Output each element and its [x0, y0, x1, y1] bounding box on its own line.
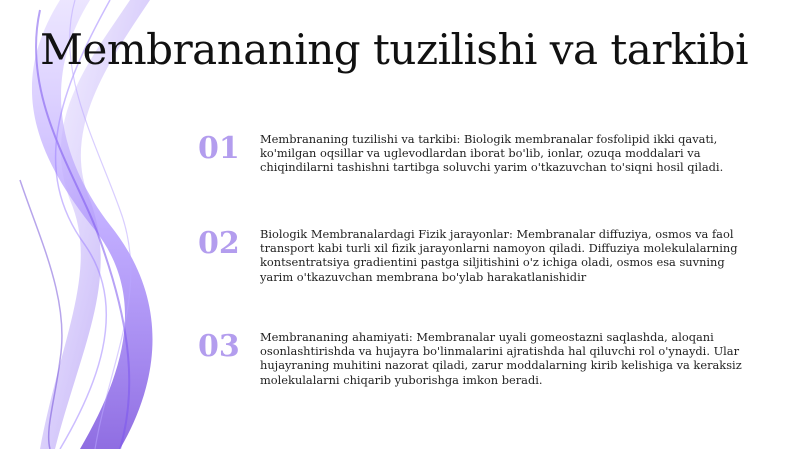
slide-title: Membrananing tuzilishi va tarkibi [40, 25, 749, 74]
item-text: Membrananing tuzilishi va tarkibi: Biologik membranalar fosfolipid ikki qavati, ko'milgan oqsillar va uglevodlardan iborat bo'lib, ionlar, ozuqa moddalari va chiqindilarni tashishni tartibga soluvchi yarim o'tkazuvchan to'siqni hosil qiladi. [260, 132, 724, 175]
item-text: Membrananing ahamiyati: Membranalar uyali gomeostazni saqlashda, aloqani osonlashtirishda va hujayra bo'linmalarini ajratishda hal qiluvchi rol o'ynaydi. Ular hujayraning muhitini nazorat qiladi, zarur moddalarning kirib kelishiga va keraksiz molekulalarni chiqarib yuborishga imkon beradi. [260, 330, 742, 387]
item-text: Biologik Membranalardagi Fizik jarayonlar: Membranalar diffuziya, osmos va faol transport kabi turli xil fizik jarayonlarni namoyon qiladi. Diffuziya molekulalarning kontsentratsiya gradientini pastga siljitishini o'z ichiga oladi, osmos esa suvning yarim o'tkazuvchan membrana bo'ylab harakatlanishidir [260, 227, 738, 284]
item-number: 01 [198, 131, 240, 166]
item-number: 03 [198, 329, 240, 364]
item-number: 02 [198, 226, 240, 261]
